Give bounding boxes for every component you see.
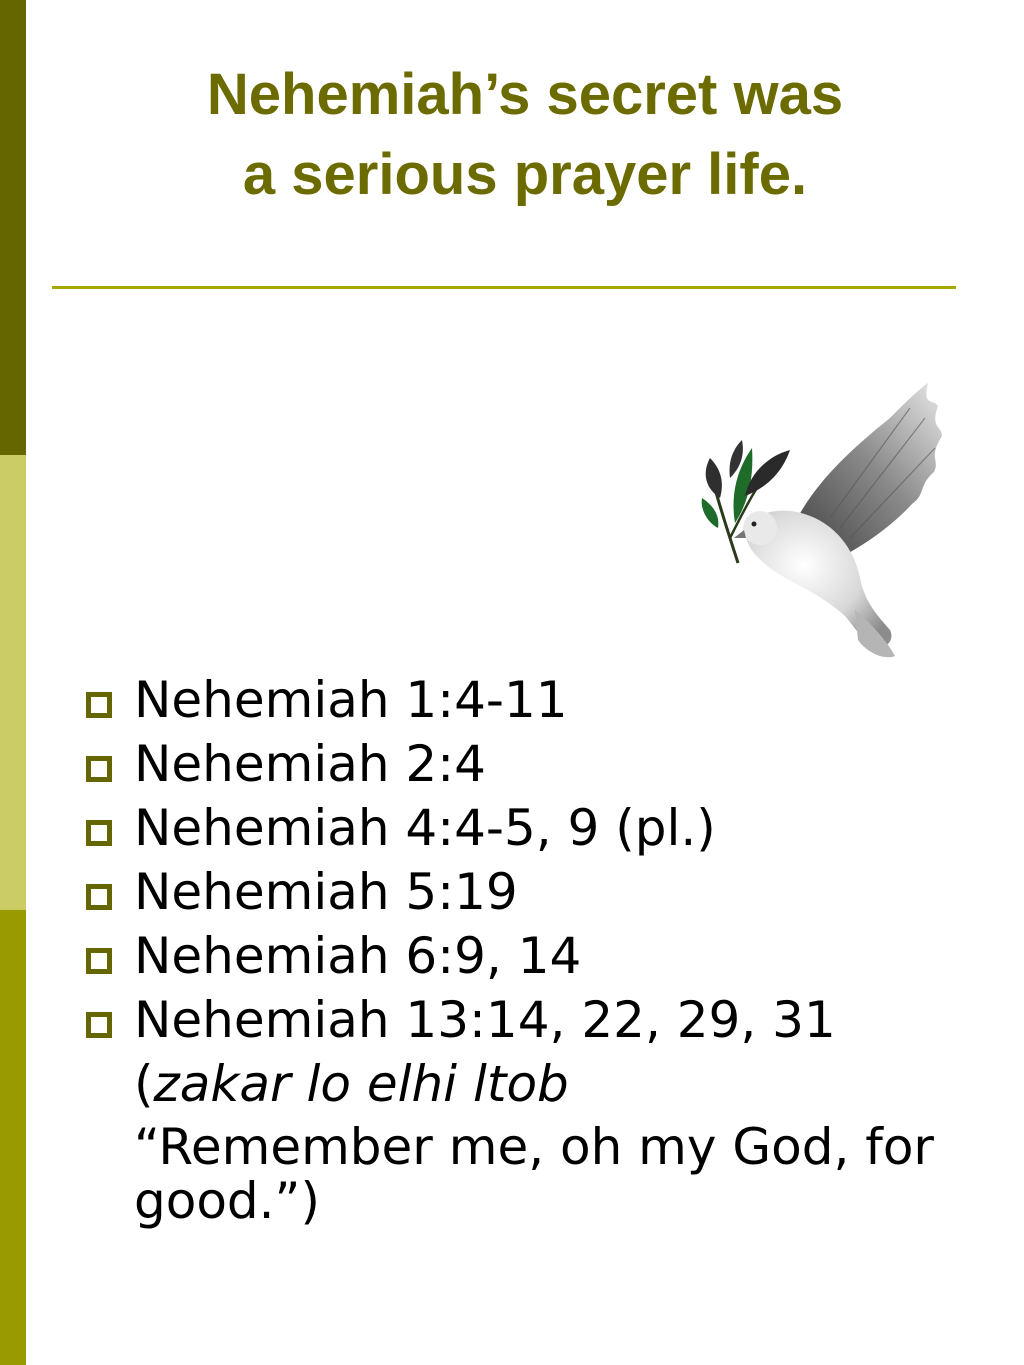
transliteration-line: [134, 1052, 974, 1116]
reference-text: Nehemiah 6:9, 14: [134, 927, 582, 985]
dove-with-olive-branch-icon: [690, 378, 950, 663]
translation-text: “Remember me, oh my God, for good.”): [134, 1118, 934, 1230]
square-bullet-icon: [86, 820, 112, 846]
side-bar-top: [0, 0, 26, 455]
reference-text: Nehemiah 4:4-5, 9 (pl.): [134, 799, 716, 857]
slide-title: [26, 55, 1024, 215]
side-bar-middle: [0, 455, 26, 910]
title-divider: [52, 286, 956, 289]
list-item: [84, 988, 984, 1052]
reference-text: Nehemiah 5:19: [134, 863, 518, 921]
square-bullet-icon: [86, 884, 112, 910]
list-item: [84, 860, 984, 924]
list-item: [84, 668, 984, 732]
reference-text: Nehemiah 1:4-11: [134, 671, 568, 729]
reference-text: Nehemiah 13:14, 22, 29, 31: [134, 991, 836, 1049]
open-paren: (: [134, 1055, 154, 1113]
list-item: [84, 732, 984, 796]
square-bullet-icon: [86, 948, 112, 974]
square-bullet-icon: [86, 692, 112, 718]
side-bar-bottom: [0, 910, 26, 1365]
title-line-2: a serious prayer life.: [242, 142, 808, 207]
title-line-1: Nehemiah’s secret was: [206, 62, 844, 127]
hebrew-note: [134, 1052, 974, 1228]
list-item: [84, 796, 984, 860]
reference-list: [84, 668, 984, 1052]
transliteration-text: zakar lo elhi ltob: [153, 1055, 569, 1113]
list-item: [84, 924, 984, 988]
reference-text: Nehemiah 2:4: [134, 735, 486, 793]
square-bullet-icon: [86, 756, 112, 782]
square-bullet-icon: [86, 1012, 112, 1038]
